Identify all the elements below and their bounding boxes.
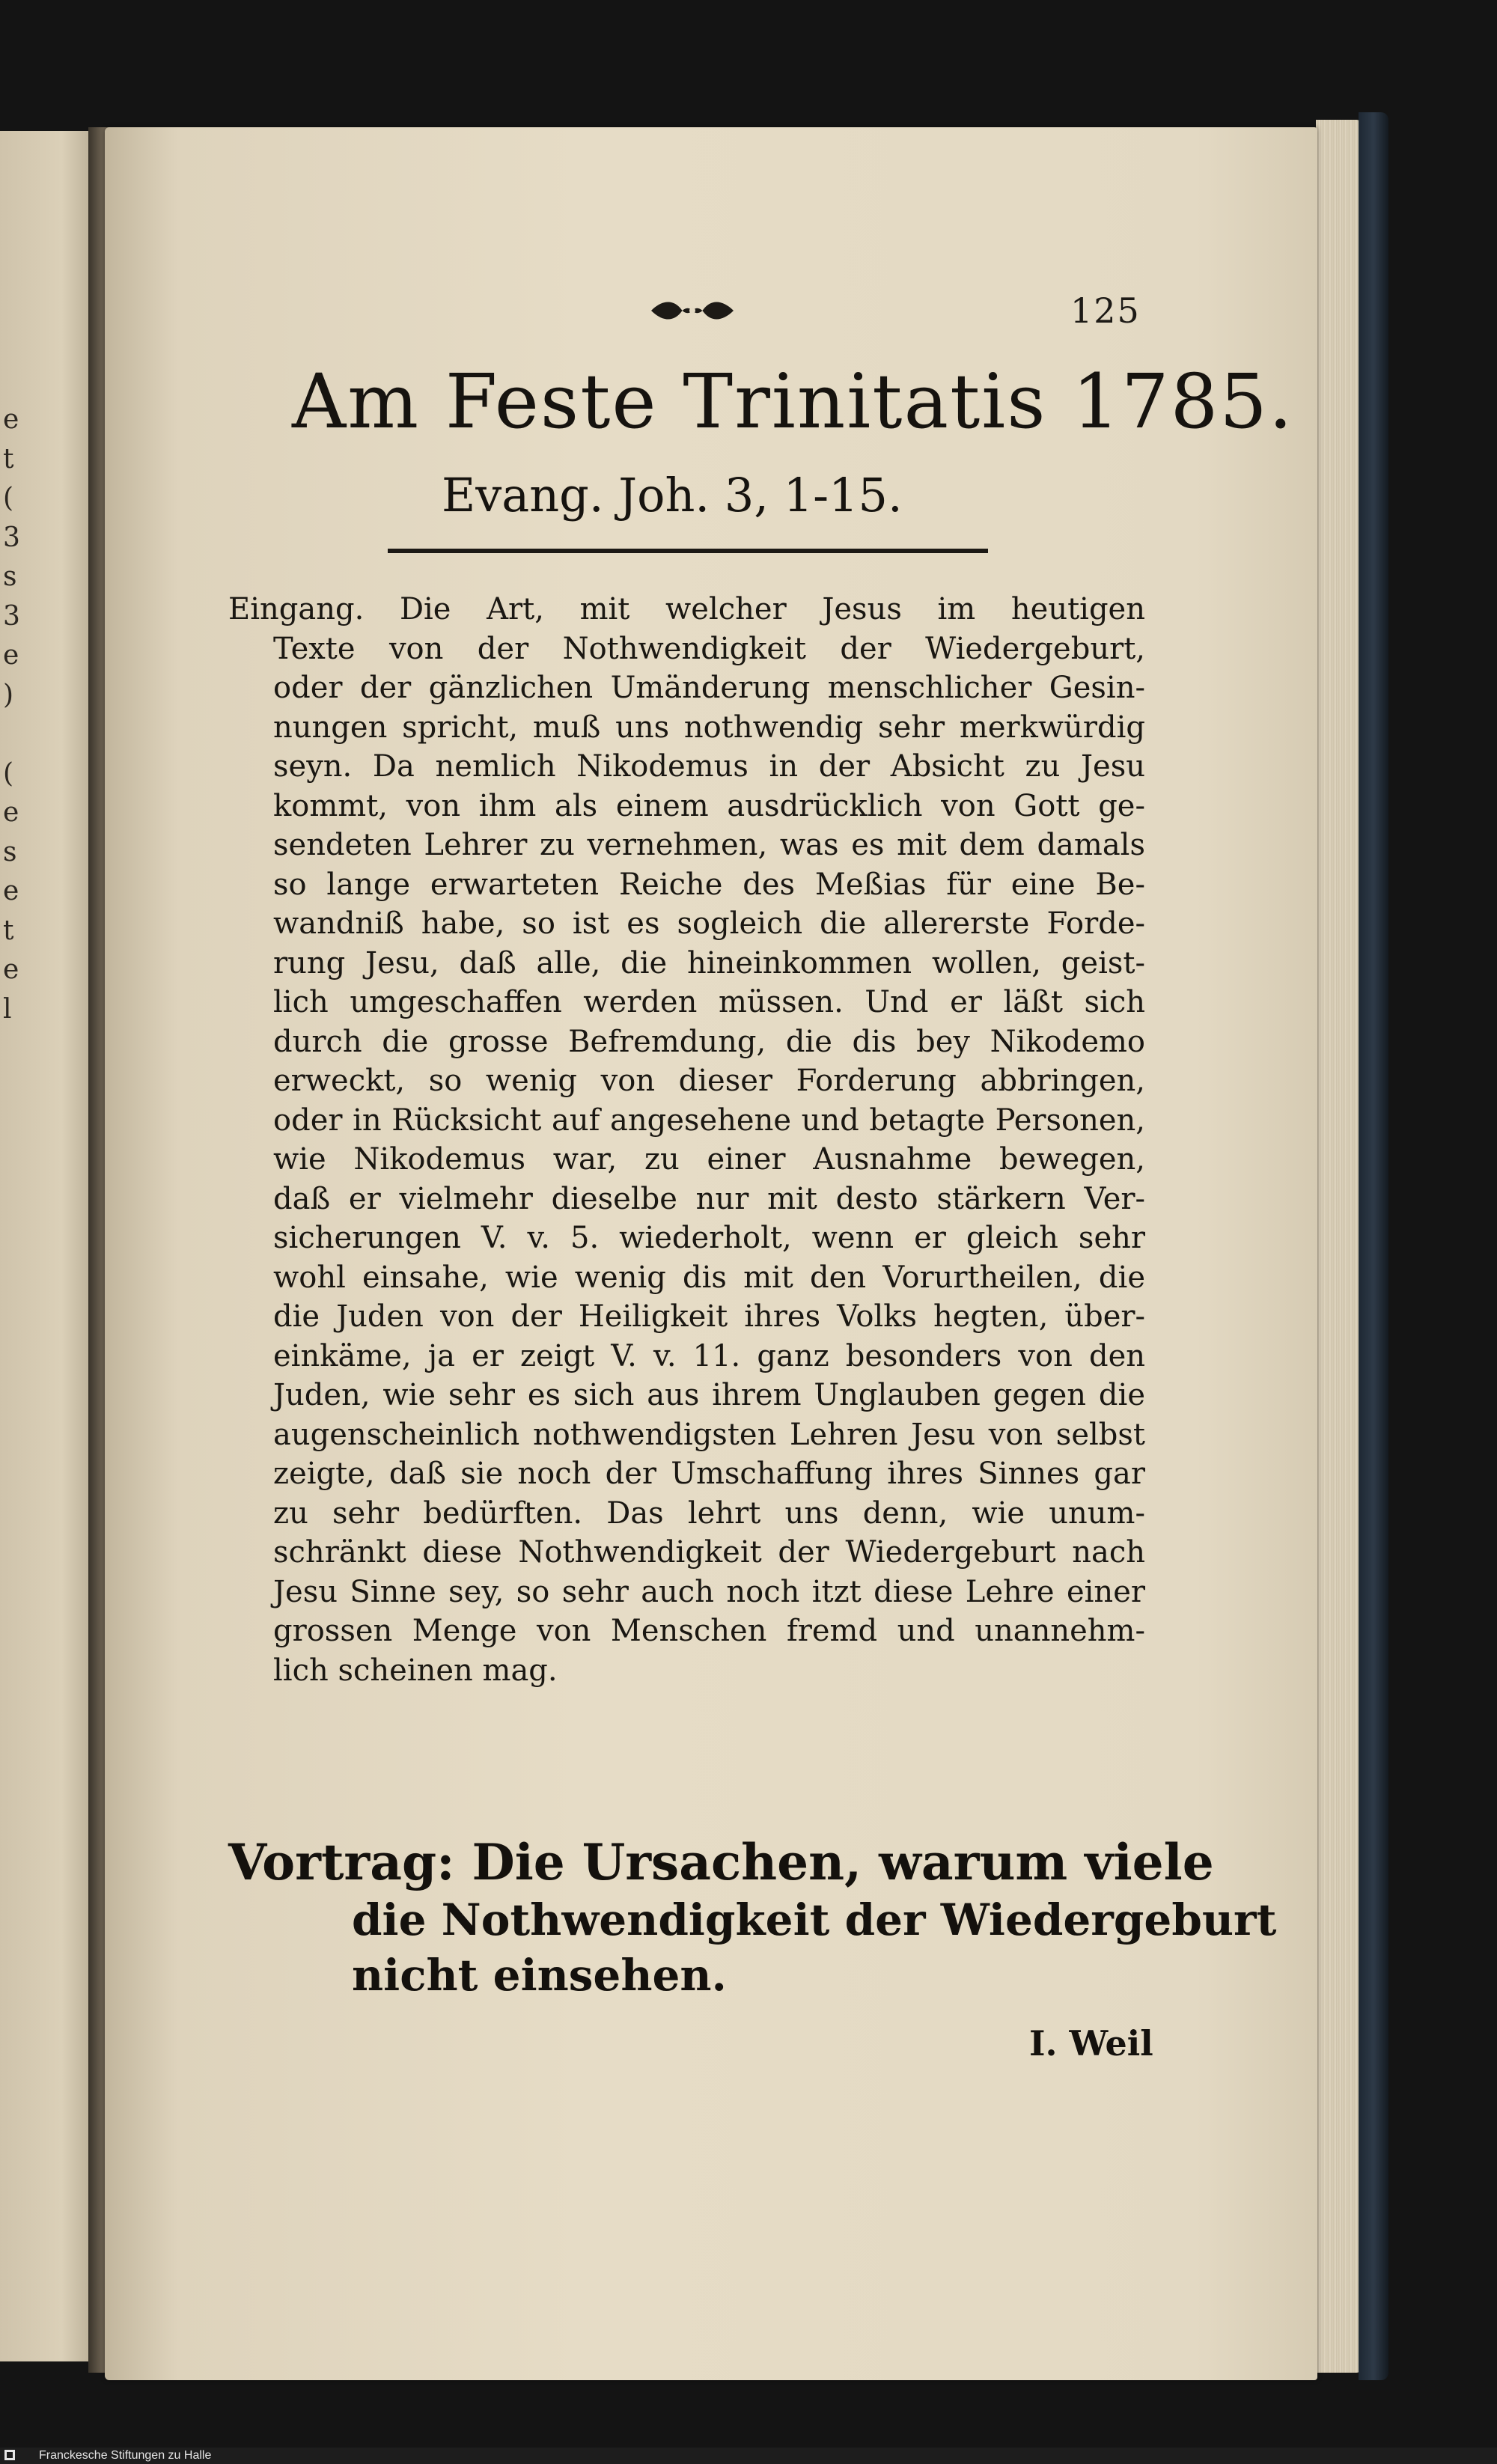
text-line: zeigte, daß sie noch der Umschaffung ihres Sinnes gar [273, 1457, 1145, 1491]
vortrag-line: Vortrag: Die Ursachen, warum viele [228, 1833, 1214, 1891]
margin-letter: e [3, 640, 19, 671]
ornament-icon [647, 296, 737, 326]
book-cover-edge [1359, 112, 1388, 2380]
text-line: seyn. Da nemlich Nikodemus in der Absicht zu Jesu [273, 749, 1145, 784]
page-edges [1316, 120, 1362, 2373]
text-line: nungen spricht, muß uns nothwendig sehr merkwürdig [273, 710, 1145, 745]
scripture-reference: Evang. Joh. 3, 1-15. [442, 468, 903, 522]
text-line: Texte von der Nothwendigkeit der Wiedergeburt, [273, 631, 1145, 666]
text-line: wohl einsahe, wie wenig dis mit den Vorurtheilen, die [273, 1260, 1145, 1295]
text-line: lich scheinen mag. [273, 1653, 558, 1688]
text-line: kommt, von ihm als einem ausdrücklich von Gott ge- [273, 788, 1145, 823]
margin-letter: e [3, 404, 19, 435]
text-line: Eingang. Die Art, mit welcher Jesus im heutigen [228, 592, 1145, 626]
page-title: Am Feste Trinitatis 1785. [292, 358, 1294, 445]
margin-letter: ( [3, 483, 14, 513]
text-line: lich umgeschaffen werden müssen. Und er läßt sich [273, 985, 1145, 1019]
margin-letter: t [3, 443, 14, 475]
footer-credit: Franckesche Stiftungen zu Halle [39, 2449, 212, 2462]
margin-letter: t [3, 915, 14, 946]
text-line: wandniß habe, so ist es sogleich die allererste Forde- [273, 906, 1145, 941]
footer-bar [0, 2448, 1497, 2464]
text-line: Jesu Sinne sey, so sehr auch noch itzt diese Lehre einer [273, 1574, 1145, 1609]
text-line: einkäme, ja er zeigt V. v. 11. ganz besonders von den [273, 1338, 1145, 1373]
margin-letter: e [3, 797, 19, 828]
margin-letter: 3 [3, 600, 20, 632]
page-number: 125 [1070, 290, 1141, 331]
body-paragraph [228, 590, 1145, 1690]
left-page-margin-letters [3, 400, 25, 1029]
text-line: zu sehr bedürften. Das lehrt uns denn, wie unum- [273, 1495, 1145, 1531]
text-line: oder in Rücksicht auf angesehene und betagte Personen, [273, 1103, 1145, 1138]
margin-letter: ) [3, 679, 14, 710]
margin-letter [3, 715, 25, 754]
text-line: sicherungen V. v. 5. wiederholt, wenn er gleich sehr [273, 1221, 1145, 1255]
text-line: sendeten Lehrer zu vernehmen, was es mit dem damals [273, 828, 1145, 862]
text-line: so lange erwarteten Reiche des Meßias für eine Be- [273, 867, 1145, 902]
text-line: die Juden von der Heiligkeit ihres Volks hegten, über- [273, 1299, 1145, 1334]
text-line: Juden, wie sehr es sich aus ihrem Unglauben gegen die [273, 1378, 1145, 1412]
margin-letter: e [3, 954, 19, 985]
margin-letter: 3 [3, 522, 20, 553]
title-rule [388, 549, 988, 553]
margin-letter: s [3, 836, 17, 867]
institution-logo-icon [4, 2449, 16, 2461]
text-line: schränkt diese Nothwendigkeit der Wiedergeburt nach [273, 1535, 1145, 1570]
margin-letter: l [3, 993, 12, 1025]
text-line: augenscheinlich nothwendigsten Lehren Jesu von selbst [273, 1417, 1145, 1452]
margin-letter: s [3, 561, 17, 592]
text-line: grossen Menge von Menschen fremd und unannehm- [273, 1614, 1145, 1648]
text-line: daß er vielmehr dieselbe nur mit desto stärkern Ver- [273, 1181, 1145, 1216]
vortrag-line: die Nothwendigkeit der Wiedergeburt [352, 1894, 1277, 1945]
text-line: erweckt, so wenig von dieser Forderung abbringen, [273, 1064, 1145, 1098]
margin-letter: ( [3, 757, 14, 789]
vortrag-line: nicht einsehen. [352, 1950, 727, 2001]
text-line: durch die grosse Befremdung, die dis bey Nikodemo [273, 1024, 1145, 1059]
text-line: wie Nikodemus war, zu einer Ausnahme bewegen, [273, 1142, 1145, 1177]
margin-letter: e [3, 876, 19, 906]
text-line: oder der gänzlichen Umänderung menschlicher Gesin- [273, 671, 1145, 705]
vortrag-heading [228, 1832, 1277, 2003]
catchword: I. Weil [1029, 2023, 1153, 2064]
text-line: rung Jesu, daß alle, die hineinkommen wollen, geist- [273, 945, 1145, 981]
